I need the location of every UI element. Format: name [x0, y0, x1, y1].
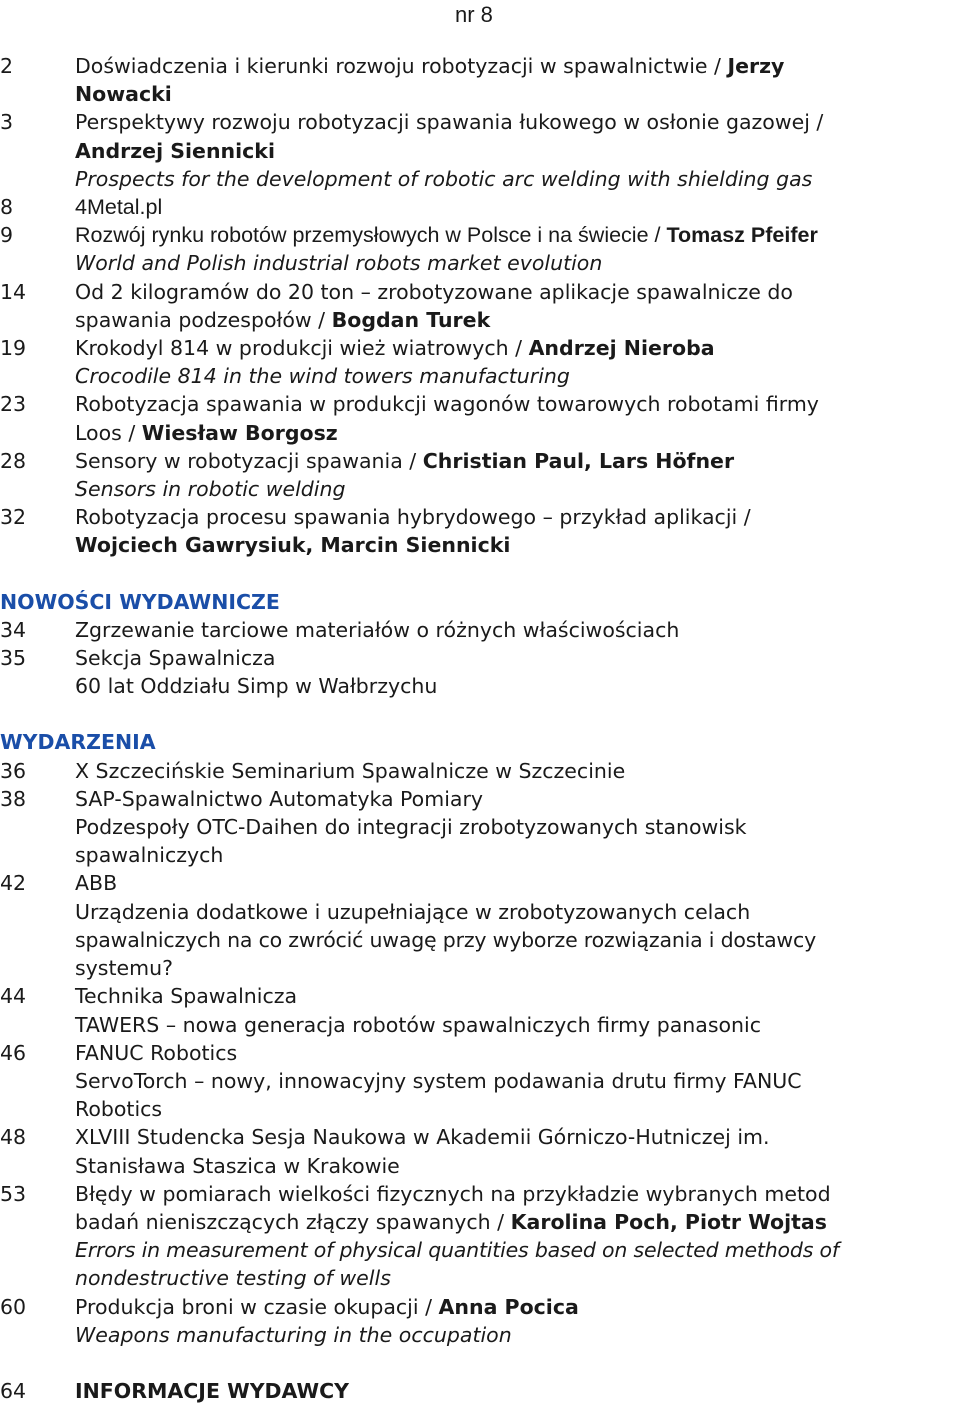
toc-entry — [0, 1180, 960, 1293]
article-title: Rozwój rynku robotów przemysłowych w Polsce i na świecie / — [75, 223, 667, 248]
author: Karolina Poch, Piotr Wojtas — [510, 1209, 827, 1234]
company-name: ABB — [75, 871, 118, 896]
author: Wiesław Borgosz — [141, 420, 338, 445]
toc-entry — [0, 616, 960, 644]
toc-entry — [0, 1293, 960, 1349]
article-title-continued: systemu? — [75, 956, 173, 981]
issue-number: nr 8 — [455, 2, 493, 27]
article-title: Produkcja broni w czasie okupacji / — [75, 1294, 439, 1319]
page-number: 2 — [0, 54, 14, 78]
article-title: Robotyzacja procesu spawania hybrydowego – przykład aplikacji / — [75, 505, 751, 530]
toc-entry — [0, 334, 960, 390]
page-number: 42 — [0, 871, 27, 896]
author: Bogdan Turek — [331, 307, 491, 332]
page-number: 34 — [0, 617, 27, 642]
author: Wojciech Gawrysiuk, Marcin Siennicki — [75, 533, 511, 558]
page-number: 36 — [0, 758, 27, 783]
article-title: Podzespoły OTC-Daihen do integracji zrobotyzowanych stanowisk — [75, 815, 747, 840]
toc-entry — [0, 982, 960, 1038]
toc-entry — [0, 52, 960, 108]
english-title: Errors in measurement of physical quantities based on selected methods of — [75, 1238, 839, 1263]
page-number: 28 — [0, 448, 27, 473]
page-number: 48 — [0, 1125, 27, 1150]
page-number: 53 — [0, 1181, 27, 1206]
page-number: 23 — [0, 392, 27, 417]
article-title: Błędy w pomiarach wielkości fizycznych na przykładzie wybranych metod — [75, 1181, 831, 1206]
table-of-contents — [0, 52, 960, 1405]
author: Andrzej Nieroba — [528, 336, 715, 361]
article-title-continued: Loos / — [75, 420, 142, 445]
toc-entry — [0, 1123, 960, 1179]
toc-entry — [0, 390, 960, 446]
section-heading-news: NOWOŚCI WYDAWNICZE — [0, 589, 280, 614]
toc-entry — [0, 1039, 960, 1124]
company-name: FANUC Robotics — [75, 1040, 238, 1065]
article-title: Doświadczenia i kierunki rozwoju robotyzacji w spawalnictwie / — [75, 54, 728, 78]
toc-entry — [0, 193, 960, 221]
author: Tomasz Pfeifer — [666, 223, 818, 248]
page-number: 46 — [0, 1040, 27, 1065]
article-title: Sensory w robotyzacji spawania / — [75, 448, 423, 473]
page-number: 44 — [0, 984, 27, 1009]
article-title: X Szczecińskie Seminarium Spawalnicze w Szczecinie — [75, 758, 626, 783]
article-title: Od 2 kilogramów do 20 ton – zrobotyzowane aplikacje spawalnicze do — [75, 279, 793, 304]
english-title: World and Polish industrial robots market evolution — [75, 251, 603, 276]
article-title-continued: spawania podzespołów / — [75, 307, 332, 332]
page-number: 35 — [0, 646, 27, 671]
publisher-info-title: INFORMACJE WYDAWCY — [75, 1378, 349, 1403]
article-title: XLVIII Studencka Sesja Naukowa w Akademii Górniczo-Hutniczej im. — [75, 1125, 770, 1150]
page-number: 60 — [0, 1294, 27, 1319]
article-subtitle: 60 lat Oddziału Simp w Wałbrzychu — [75, 674, 438, 699]
page-number: 32 — [0, 505, 27, 530]
toc-entry — [0, 108, 960, 193]
article-title: Urządzenia dodatkowe i uzupełniające w zrobotyzowanych celach — [75, 899, 751, 924]
english-title: Sensors in robotic welding — [75, 477, 346, 502]
article-title-continued: spawalniczych na co zwrócić uwagę przy wyborze rozwiązania i dostawcy — [75, 927, 817, 952]
article-title: TAWERS – nowa generacja robotów spawalniczych firmy panasonic — [75, 1012, 761, 1037]
article-title: ServoTorch – nowy, innowacyjny system podawania drutu firmy FANUC — [75, 1068, 802, 1093]
toc-entry — [0, 278, 960, 334]
article-title: Krokodyl 814 w produkcji wież wiatrowych / — [75, 336, 529, 361]
toc-entry — [0, 447, 960, 503]
english-title-continued: nondestructive testing of wells — [75, 1266, 391, 1291]
toc-entry — [0, 1377, 960, 1405]
english-title: Weapons manufacturing in the occupation — [75, 1322, 512, 1347]
page-number: 8 — [0, 195, 14, 220]
article-title: Zgrzewanie tarciowe materiałów o różnych właściwościach — [75, 617, 680, 642]
toc-entry — [0, 785, 960, 870]
english-title: Crocodile 814 in the wind towers manufacturing — [75, 364, 570, 389]
english-title: Prospects for the development of robotic arc welding with shielding gas — [75, 166, 813, 191]
article-title: 4Metal.pl — [75, 195, 163, 220]
page-number: 19 — [0, 336, 27, 361]
company-name: SAP-Spawalnictwo Automatyka Pomiary — [75, 786, 484, 811]
author: Christian Paul, Lars Höfner — [422, 448, 735, 473]
article-title: Perspektywy rozwoju robotyzacji spawania łukowego w osłonie gazowej / — [75, 110, 824, 135]
page-number: 64 — [0, 1378, 27, 1403]
article-title-continued: Robotics — [75, 1097, 163, 1122]
article-title-continued: badań nieniszczących złączy spawanych / — [75, 1209, 511, 1234]
page-number: 3 — [0, 110, 14, 135]
author: Anna Pocica — [438, 1294, 579, 1319]
article-title: Robotyzacja spawania w produkcji wagonów towarowych robotami firmy — [75, 392, 819, 417]
author: Jerzy — [727, 54, 785, 78]
section-heading-events: WYDARZENIA — [0, 730, 156, 755]
company-name: Technika Spawalnicza — [75, 984, 298, 1009]
toc-entry — [0, 757, 960, 785]
article-title-continued: spawalniczych — [75, 843, 224, 868]
page-number: 38 — [0, 786, 27, 811]
toc-entry — [0, 869, 960, 982]
toc-entry — [0, 503, 960, 559]
page-number: 14 — [0, 279, 27, 304]
author: Nowacki — [75, 82, 172, 107]
article-title-continued: Stanisława Staszica w Krakowie — [75, 1153, 400, 1178]
page-number: 9 — [0, 223, 14, 248]
author: Andrzej Siennicki — [75, 138, 275, 163]
toc-entry — [0, 644, 960, 700]
toc-entry — [0, 221, 960, 277]
article-title: Sekcja Spawalnicza — [75, 646, 276, 671]
